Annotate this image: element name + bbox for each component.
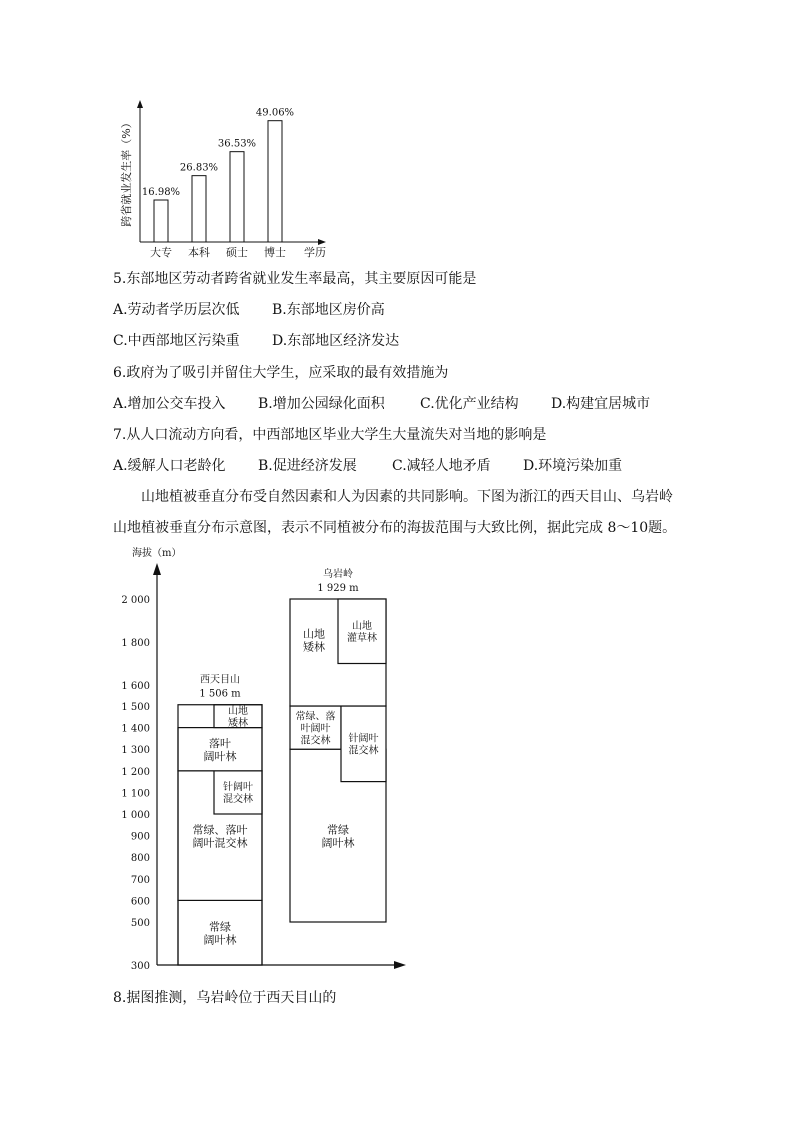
question-5-option-a: A.劳动者学历层次低 [113, 302, 240, 318]
altitude-axis-arrow-icon [153, 563, 161, 575]
altitude-tick-label: 500 [130, 918, 150, 929]
question-7-stem: 7.从人口流动方向看，中西部地区毕业大学生大量流失对当地的影响是 [113, 427, 547, 443]
xitianmu-zone-deciduous-label: 落叶 [209, 736, 231, 750]
wuyanling-zone-dwarf-forest-label: 矮林 [303, 640, 325, 654]
y-axis-arrow-icon [137, 100, 143, 108]
xitianmu-zone-evergreen-label: 阔叶林 [203, 933, 237, 947]
bar-博士 [268, 121, 282, 242]
xitianmu-zone-conifer-broadleaf-label: 混交林 [223, 794, 253, 806]
xitianmu-zone-evergreen-label: 常绿 [209, 920, 231, 934]
bar-value-label: 26.83% [179, 162, 219, 174]
altitude-tick-label: 900 [130, 831, 150, 843]
altitude-tick-label: 600 [130, 896, 150, 908]
wuyanling-name: 乌岩岭 [323, 569, 353, 580]
xitianmu-zone-mixed-broadleaf-label: 阔叶混交林 [192, 836, 248, 850]
question-5-option-b: B.东部地区房价高 [272, 302, 385, 318]
xitianmu-name: 西天目山 [200, 674, 240, 686]
bar-value-label: 36.53% [217, 138, 257, 150]
x-tick-label: 硕士 [226, 246, 248, 259]
question-7-option-b: B.促进经济发展 [258, 458, 357, 474]
xitianmu-zone-mixed-broadleaf-label: 常绿、落叶 [192, 823, 248, 837]
xitianmu-zone-conifer-broadleaf-label: 针阔叶 [223, 782, 253, 794]
x-tick-label: 本科 [188, 246, 210, 259]
altitude-tick-label: 1 800 [121, 638, 150, 649]
wuyanling-zone-mixed-broadleaf-label: 叶阔叶 [300, 723, 331, 735]
altitude-tick-label: 1 500 [121, 702, 150, 713]
wuyanling-zone-shrub-label: 山地 [352, 621, 372, 633]
altitude-tick-label: 300 [130, 961, 150, 972]
x-axis-label: 学历 [304, 246, 326, 259]
altitude-tick-label: 700 [130, 874, 150, 886]
altitude-tick-label: 2 000 [121, 595, 150, 606]
altitude-tick-label: 1 200 [121, 766, 150, 778]
question-7-option-d: D.环境污染加重 [523, 458, 623, 474]
xitianmu-summit-label: 1 506 m [199, 688, 241, 700]
y-axis-label: 跨省就业发生率（%） [120, 117, 133, 227]
x-axis-arrow-icon [318, 239, 326, 245]
altitude-tick-label: 1 000 [121, 810, 150, 821]
bar-value-label: 49.06% [255, 107, 295, 119]
x-tick-label: 大专 [150, 246, 172, 259]
wuyanling-zone-conifer-broadleaf-label: 针阔叶 [348, 733, 379, 745]
bar-value-label: 16.98% [141, 187, 181, 199]
altitude-tick-label: 1 600 [121, 681, 150, 692]
wuyanling-zone-conifer-broadleaf-label: 混交林 [348, 745, 379, 757]
question-6-option-c: C.优化产业结构 [420, 396, 519, 412]
xitianmu-zone-dwarf-forest-label: 山地 [228, 705, 248, 717]
altitude-tick-label: 1 300 [121, 745, 150, 757]
question-7-option-a: A.缓解人口老龄化 [113, 458, 226, 474]
x-tick-label: 博士 [264, 246, 286, 259]
question-6-option-a: A.增加公交车投入 [113, 396, 226, 412]
question-6-option-b: B.增加公园绿化面积 [258, 396, 385, 412]
altitude-tick-label: 1 400 [121, 723, 150, 735]
xitianmu-zone-deciduous-label: 阔叶林 [203, 749, 237, 763]
altitude-axis-label: 海拔（m） [132, 548, 182, 559]
wuyanling-zone-mixed-broadleaf-label: 常绿、落 [295, 711, 336, 723]
employment-rate-bar-chart [110, 92, 350, 262]
vegetation-zonation-diagram [120, 545, 420, 975]
bar-本科 [192, 176, 206, 242]
base-axis-arrow-icon [394, 961, 406, 969]
question-7-option-c: C.减轻人地矛盾 [392, 458, 491, 474]
wuyanling-zone-dwarf-forest-label: 山地 [303, 627, 325, 641]
question-6-stem: 6.政府为了吸引并留住大学生，应采取的最有效措施为 [113, 365, 449, 381]
altitude-tick-label: 800 [130, 853, 150, 865]
question-5-stem: 5.东部地区劳动者跨省就业发生率最高，其主要原因可能是 [113, 271, 477, 287]
bar-硕士 [230, 152, 244, 242]
question-6-option-d: D.构建宜居城市 [551, 396, 651, 412]
wuyanling-zone-shrub-label: 灌草林 [347, 633, 377, 645]
bar-大专 [154, 200, 168, 242]
question-8-stem: 8.据图推测，乌岩岭位于西天目山的 [113, 990, 337, 1006]
wuyanling-summit-label: 1 929 m [317, 583, 359, 594]
altitude-tick-label: 1 100 [121, 788, 150, 800]
material-paragraph: 山地植被垂直分布受自然因素和人为因素的共同影响。下图为浙江的西天目山、乌岩岭山地植被垂直分布示意图，表示不同植被分布的海拔范围与大致比例，据此完成 8～10题。 [113, 489, 677, 536]
wuyanling-zone-mixed-broadleaf-label: 混交林 [300, 735, 331, 747]
wuyanling-zone-evergreen-label: 阔叶林 [321, 836, 355, 850]
wuyanling-zone-evergreen-label: 常绿 [327, 823, 349, 837]
xitianmu-zone-dwarf-forest-label: 矮林 [228, 717, 248, 729]
question-5-option-c: C.中西部地区污染重 [113, 333, 240, 349]
question-5-option-d: D.东部地区经济发达 [272, 333, 400, 349]
